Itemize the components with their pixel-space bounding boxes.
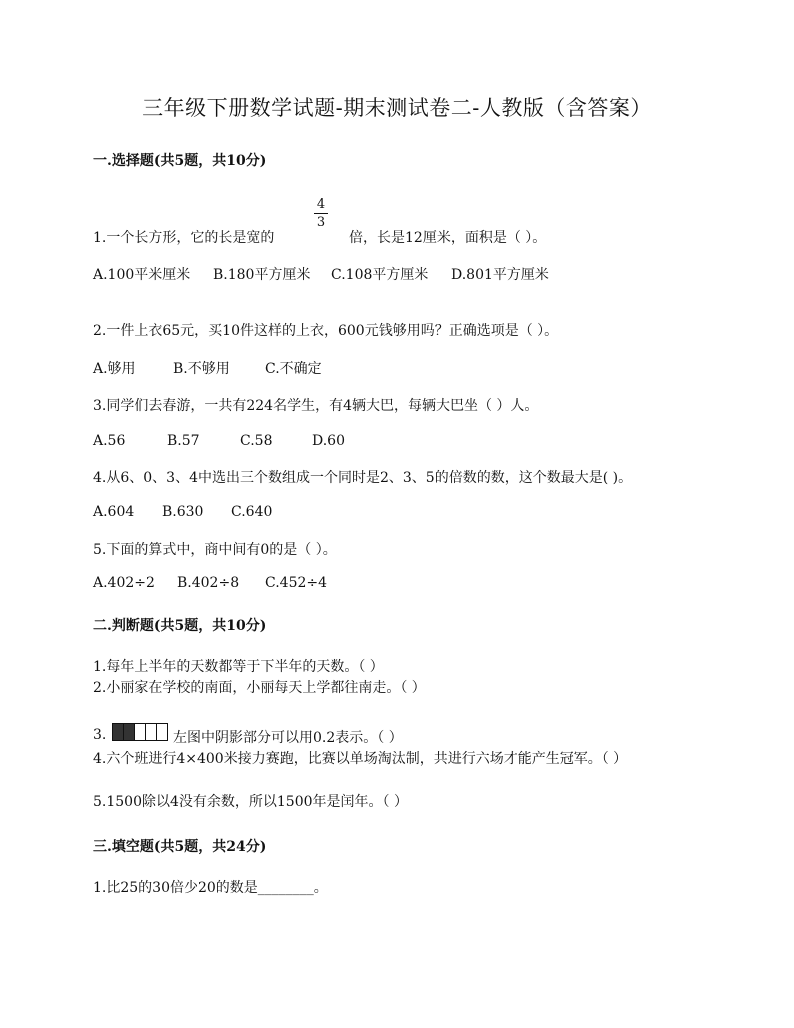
question-1-3-text: 3.同学们去春游，一共有224名学生，有4辆大巴，每辆大巴坐（ ）人。 — [93, 398, 539, 414]
option: C.108平方厘米 — [331, 267, 429, 283]
question-1-2-text: 2.一件上衣65元，买10件这样的上衣，600元钱够用吗？正确选项是（ ）。 — [93, 323, 559, 339]
question-1-1-text-after: 倍，长是12厘米，面积是（ ）。 — [349, 230, 547, 246]
question-2-5-text: 5.1500除以4没有余数，所以1500年是闰年。（ ） — [93, 794, 408, 810]
question-2-4-text: 4.六个班进行4×400米接力赛跑，比赛以单场淘汰制，共进行六场才能产生冠军。（ ） — [93, 751, 628, 767]
fraction-denominator: 3 — [316, 215, 326, 230]
option: B.630 — [162, 504, 204, 520]
question-2-3-number: 3. — [93, 727, 107, 743]
grid-cell-shaded — [113, 724, 124, 740]
question-1-1-text: 1.一个长方形，它的长是宽的 — [93, 230, 275, 246]
option: B.57 — [167, 433, 200, 449]
section-heading-choice: 一.选择题(共5题，共10分) — [93, 153, 267, 169]
option: A.100平米厘米 — [93, 267, 191, 283]
section-heading-judgment: 二.判断题(共5题，共10分) — [93, 618, 267, 634]
shaded-grid-figure — [112, 723, 168, 741]
option: A.56 — [93, 433, 126, 449]
section-heading-fill: 三.填空题(共5题，共24分) — [93, 839, 267, 855]
question-3-1-text: 1.比25的30倍少20的数是________。 — [93, 880, 328, 896]
question-2-3-text: 左图中阴影部分可以用0.2表示。（ ） — [173, 730, 403, 746]
fraction-bar — [314, 213, 328, 214]
grid-cell — [157, 724, 167, 740]
option: A.够用 — [93, 361, 136, 377]
fraction-numerator: 4 — [316, 197, 326, 212]
question-1-5-text: 5.下面的算式中，商中间有0的是（ ）。 — [93, 542, 337, 558]
option: A.604 — [93, 504, 135, 520]
grid-cell — [146, 724, 157, 740]
option: C.不确定 — [265, 361, 322, 377]
fraction — [314, 198, 328, 230]
option: B.180平方厘米 — [213, 267, 311, 283]
option: C.58 — [240, 433, 273, 449]
question-1-4-text: 4.从6、0、3、4中选出三个数组成一个同时是2、3、5的倍数的数，这个数最大是( )。 — [93, 470, 633, 486]
page-title: 三年级下册数学试题-期末测试卷二-人教版（含答案） — [142, 96, 652, 120]
option: C.452÷4 — [265, 575, 328, 591]
grid-cell-shaded — [124, 724, 135, 740]
option: B.不够用 — [173, 361, 230, 377]
option: A.402÷2 — [93, 575, 155, 591]
question-2-1-text: 1.每年上半年的天数都等于下半年的天数。（ ） — [93, 659, 384, 675]
question-2-2-text: 2.小丽家在学校的南面，小丽每天上学都往南走。（ ） — [93, 680, 426, 696]
option: D.801平方厘米 — [451, 267, 549, 283]
option: D.60 — [312, 433, 345, 449]
option: B.402÷8 — [177, 575, 240, 591]
option: C.640 — [231, 504, 273, 520]
grid-cell — [135, 724, 146, 740]
